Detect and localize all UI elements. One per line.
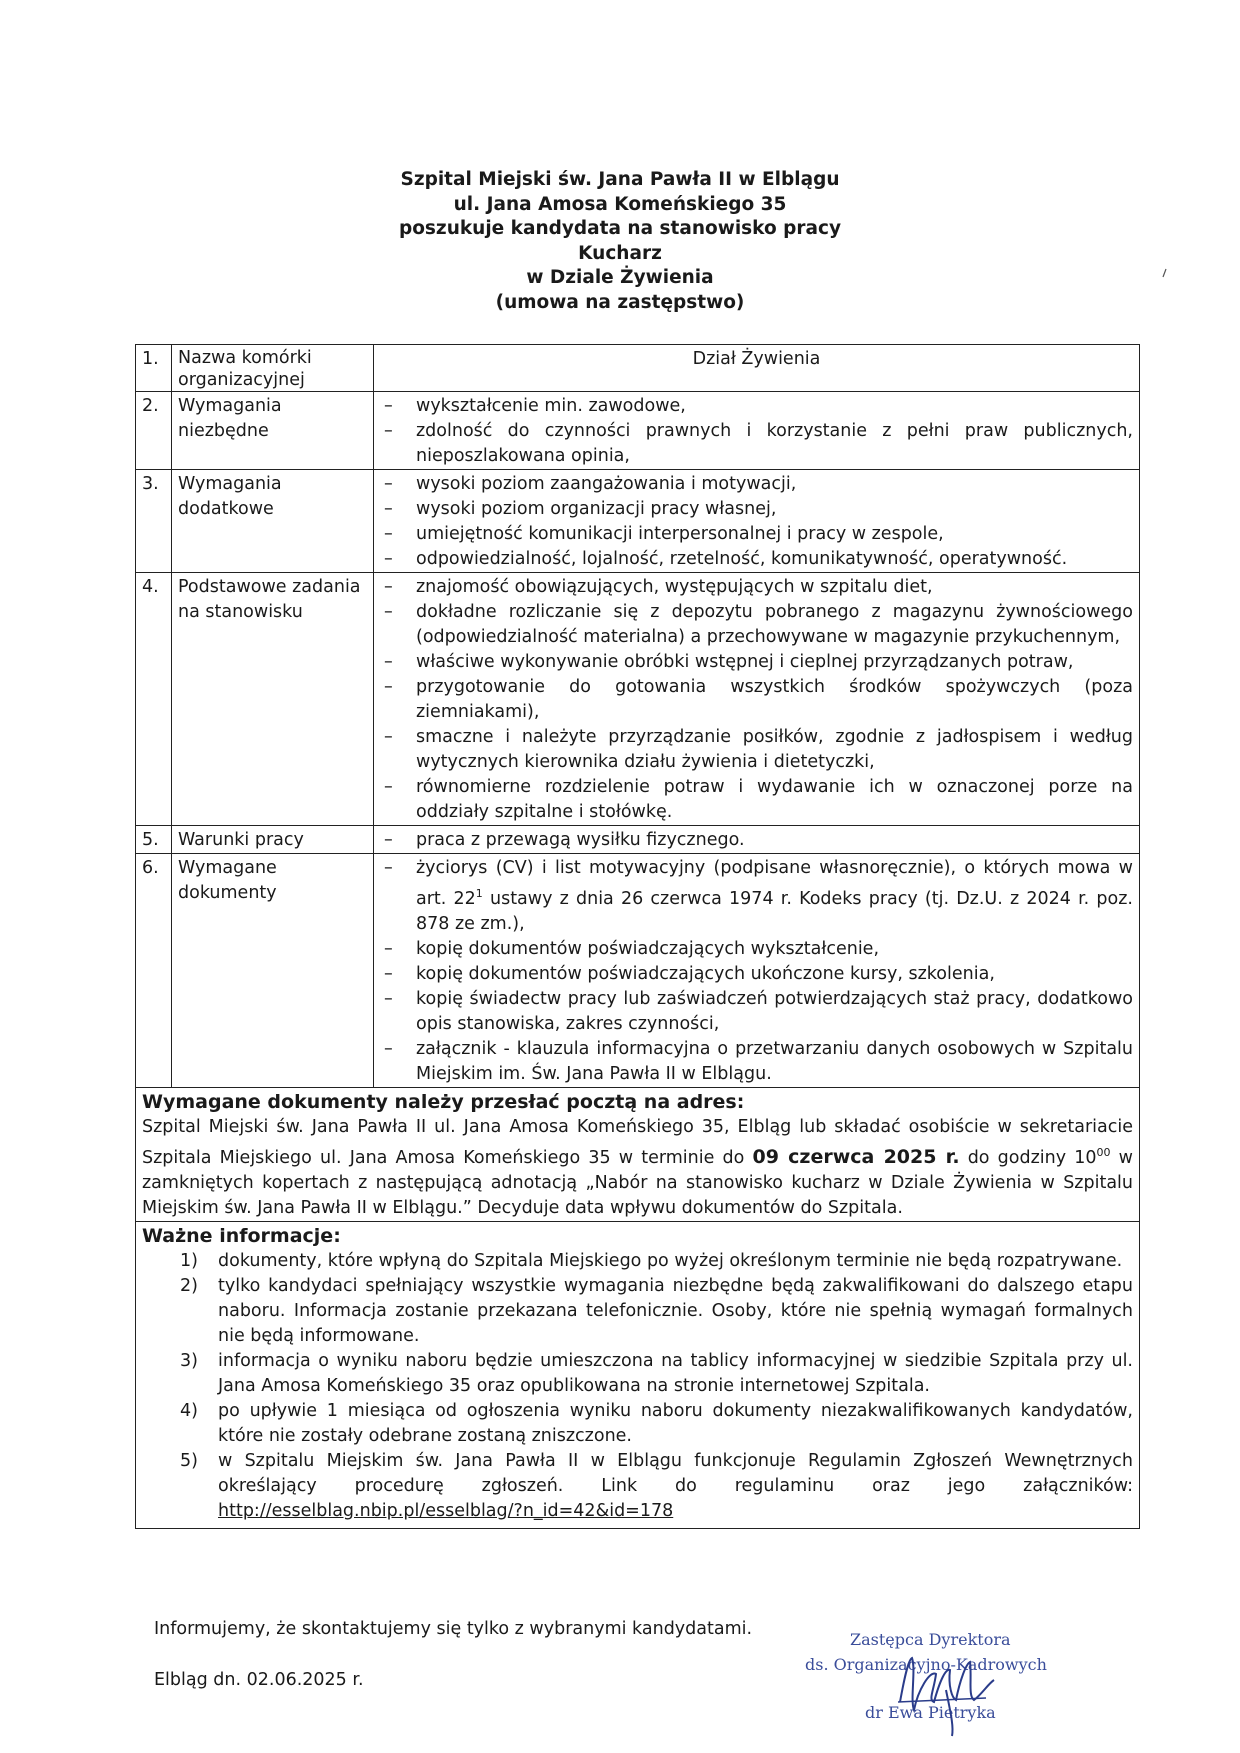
table-row: [136, 392, 1140, 470]
item-number: 3): [180, 1350, 198, 1371]
item-text: tylko kandydaci spełniający wszystkie wymagania niezbędne będą zakwalifikowani do dalszego etapu naboru. Informacja zostanie przekazana telefonicznie. Osoby, które nie spełnią wymagań formalnych nie będą informowane.: [218, 1275, 1133, 1346]
row-number: 5.: [136, 826, 172, 854]
list-item: – dokładne rozliczanie się z depozytu pobranego z magazynu żywnościowego (odpowiedzialność materialna) a przechowywane w magazynie przykuchennym,: [380, 600, 1133, 650]
list-item: – umiejętność komunikacji interpersonalnej i pracy w zespole,: [380, 522, 1133, 547]
list-item: [142, 1399, 1133, 1449]
item-number: 4): [180, 1400, 198, 1421]
document-header: [0, 168, 1240, 315]
list-item: – zdolność do czynności prawnych i korzystanie z pełni praw publicznych, nieposzlakowana opinia,: [380, 419, 1133, 469]
submission-text-part: w zamkniętych kopertach z następującą adnotacją „Nabór na stanowisko kucharz w Dziale Żywienia w Szpitalu Miejskim św. Jana Pawła II w Elblągu.” Decyduje data wpływu dokumentów do Szpitala.: [142, 1147, 1133, 1218]
list-item: – kopię dokumentów poświadczających wykształcenie,: [380, 937, 1133, 962]
cv-text-continued: ustawy z dnia 26 czerwca 1974 r. Kodeks pracy (tj. Dz.U. z 2024 r. poz. 878 ze zm.),: [416, 888, 1133, 934]
submission-text-part: Szpital Miejski św. Jana Pawła II ul. Jana Amosa Komeńskiego 35, Elbląg lub składać osobiście w sekretariacie Szpitala Miejskiego ul. Jana Amosa Komeńskiego 35 w terminie do: [142, 1116, 1133, 1168]
list-item: – praca z przewagą wysiłku fizycznego.: [380, 828, 1133, 853]
list-item: – równomierne rozdzielenie potraw i wydawanie ich w oznaczonej porze na oddziały szpitalne i stołówkę.: [380, 775, 1133, 825]
contact-note: Informujemy, że skontaktujemy się tylko z wybranymi kandydatami.: [154, 1619, 753, 1639]
list-item: – przygotowanie do gotowania wszystkich środków spożywczych (poza ziemniakami),: [380, 675, 1133, 725]
important-info-row: [136, 1221, 1140, 1528]
header-department: w Dziale Żywienia: [526, 267, 714, 288]
header-position: Kucharz: [578, 242, 662, 264]
row-label: Podstawowe zadania na stanowisku: [172, 573, 374, 826]
submission-text: [142, 1115, 1133, 1221]
list-item: – właściwe wykonywanie obróbki wstępnej i cieplnej przyrządzanych potraw,: [380, 650, 1133, 675]
submission-row: [136, 1087, 1140, 1221]
list-item: [380, 856, 1133, 937]
row-label: Wymagania niezbędne: [172, 392, 374, 470]
header-hospital-name: Szpital Miejski św. Jana Pawła II w Elblągu: [400, 169, 840, 190]
row-label: Nazwa komórki organizacyjnej: [172, 345, 374, 392]
row-label: Warunki pracy: [172, 826, 374, 854]
list-item: [142, 1349, 1133, 1399]
important-heading: Ważne informacje:: [142, 1224, 341, 1247]
list-item: – wysoki poziom organizacji pracy własnej,: [380, 497, 1133, 522]
submission-text-part: do godziny 10: [959, 1147, 1097, 1168]
department-value: Dział Żywienia: [374, 345, 1140, 392]
table-row: [136, 470, 1140, 573]
working-conditions: [374, 826, 1140, 854]
list-item: [142, 1449, 1133, 1524]
deadline-date: 09 czerwca 2025 r.: [752, 1145, 960, 1168]
list-item: – wysoki poziom zaangażowania i motywacji,: [380, 472, 1133, 497]
submission-heading: Wymagane dokumenty należy przesłać pocztą na adres:: [142, 1090, 745, 1113]
cv-text: życiorys (CV) i list motywacyjny (podpisane własnoręcznie), o których mowa w art. 22: [416, 858, 1133, 909]
handwritten-signature: [890, 1640, 1010, 1740]
scan-speck: [1162, 268, 1168, 278]
basic-duties: [374, 573, 1140, 826]
item-text: informacja o wyniku naboru będzie umieszczona na tablicy informacyjnej w siedzibie Szpitala przy ul. Jana Amosa Komeńskiego 35 oraz opublikowana na stronie internetowej Szpitala.: [218, 1350, 1133, 1396]
table-row: [136, 854, 1140, 1088]
stamp-department: ds. Organizacyjno-Kadrowych: [805, 1655, 1047, 1674]
row-number: 3.: [136, 470, 172, 573]
required-qualifications: [374, 392, 1140, 470]
item-number: 5): [180, 1450, 198, 1471]
stamp-title: Zastępca Dyrektora: [850, 1630, 1011, 1649]
item-number: 1): [180, 1250, 198, 1271]
header-address: ul. Jana Amosa Komeńskiego 35: [453, 193, 787, 215]
important-info: [136, 1221, 1140, 1528]
list-item: – kopię świadectw pracy lub zaświadczeń potwierdzających staż pracy, dodatkowo opis stanowiska, zakres czynności,: [380, 987, 1133, 1037]
important-list: [142, 1249, 1133, 1528]
item-number: 2): [180, 1275, 198, 1296]
list-item: – załącznik - klauzula informacyjna o przetwarzaniu danych osobowych w Szpitalu Miejskim im. Św. Jana Pawła II w Elblągu.: [380, 1037, 1133, 1087]
list-item: – kopię dokumentów poświadczających ukończone kursy, szkolenia,: [380, 962, 1133, 987]
header-contract-type: (umowa na zastępstwo): [495, 291, 745, 313]
row-label: Wymagania dodatkowe: [172, 470, 374, 573]
list-item: [142, 1274, 1133, 1349]
list-item: [142, 1249, 1133, 1274]
regulations-link[interactable]: http://esselblag.nbip.pl/esselblag/?n_id=42&id=178: [218, 1500, 674, 1521]
additional-qualifications: [374, 470, 1140, 573]
article-superscript: 1: [475, 887, 483, 900]
row-label: Wymagane dokumenty: [172, 854, 374, 1088]
list-item: – wykształcenie min. zawodowe,: [380, 394, 1133, 419]
list-item: – odpowiedzialność, lojalność, rzetelność, komunikatywność, operatywność.: [380, 547, 1133, 572]
item-text: dokumenty, które wpłyną do Szpitala Miejskiego po wyżej określonym terminie nie będą rozpatrywane.: [218, 1250, 1123, 1271]
table-row: [136, 573, 1140, 826]
item-text: w Szpitalu Miejskim św. Jana Pawła II w Elblągu funkcjonuje Regulamin Zgłoszeń Wewnętrznych określający procedurę zgłoszeń. Link do regulaminu oraz jego załączników:: [218, 1450, 1133, 1496]
hour-superscript: 00: [1096, 1145, 1111, 1159]
row-number: 1.: [136, 345, 172, 392]
row-number: 4.: [136, 573, 172, 826]
list-item: – znajomość obowiązujących, występujących w szpitalu diet,: [380, 575, 1133, 600]
row-number: 6.: [136, 854, 172, 1088]
header-search-text: poszukuje kandydata na stanowisko pracy: [398, 218, 842, 239]
submission-info: [136, 1087, 1140, 1221]
job-details-table: [135, 344, 1140, 1529]
table-row: [136, 826, 1140, 854]
table-row: [136, 345, 1140, 392]
stamp-name: dr Ewa Pietryka: [865, 1703, 996, 1722]
required-documents: [374, 854, 1140, 1088]
row-number: 2.: [136, 392, 172, 470]
list-item: – smaczne i należyte przyrządzanie posiłków, zgodnie z jadłospisem i według wytycznych kierownika działu żywienia i dietetyczki,: [380, 725, 1133, 775]
place-date: Elbląg dn. 02.06.2025 r.: [154, 1670, 364, 1690]
item-text: po upływie 1 miesiąca od ogłoszenia wyniku naboru dokumenty niezakwalifikowanych kandydatów, które nie zostały odebrane zostaną zniszczone.: [218, 1400, 1133, 1446]
